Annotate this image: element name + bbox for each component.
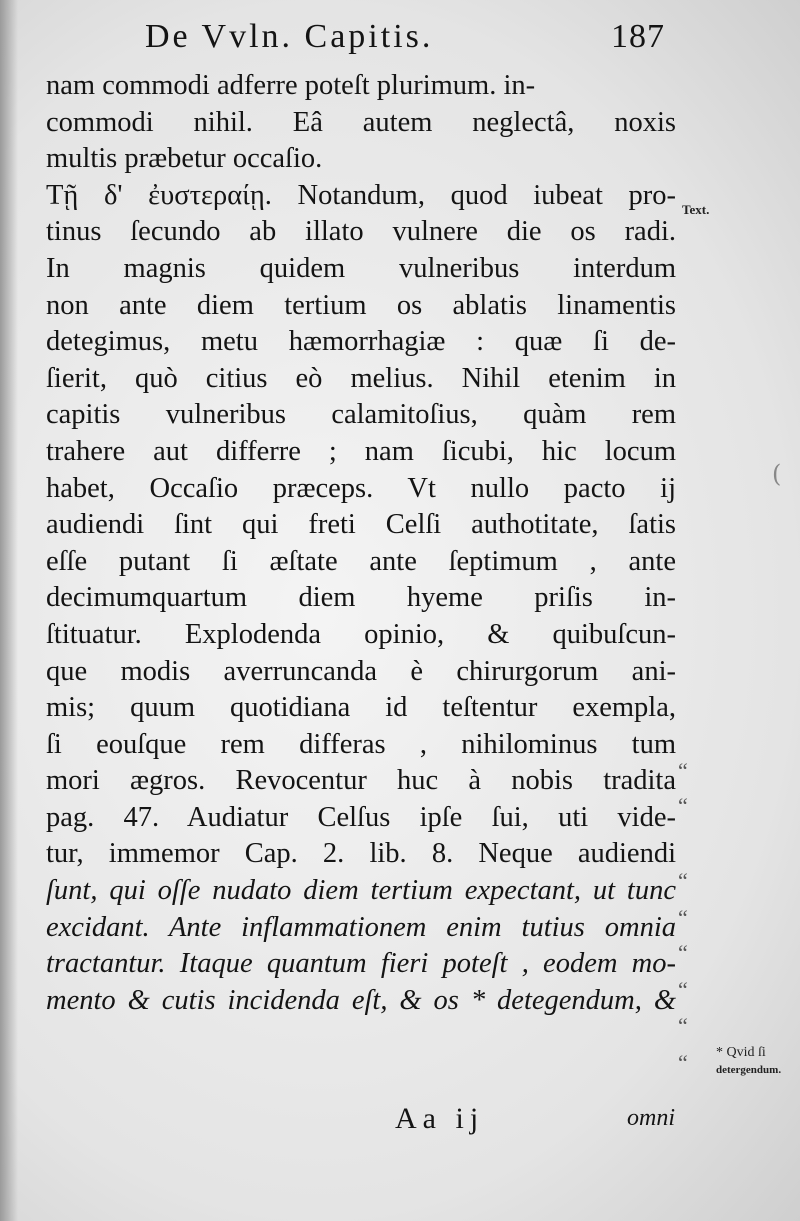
text-line: mori ægros. Revocentur huc à nobis tradita bbox=[46, 765, 676, 797]
text-line: commodi nihil. Eâ autem neglectâ, noxis bbox=[46, 106, 676, 138]
text-line: tur, immemor Cap. 2. lib. 8. Neque audiendi bbox=[46, 838, 676, 870]
quotation-line: excidant. Ante inflammationem enim tutius omnia bbox=[46, 911, 676, 943]
quote-mark: “ bbox=[678, 758, 688, 783]
page-number: 187 bbox=[611, 18, 665, 55]
text-line: In magnis quidem vulneribus interdum bbox=[46, 252, 676, 284]
quote-mark: “ bbox=[678, 905, 688, 930]
text-line: capitis vulneribus calamitoſius, quàm rem bbox=[46, 399, 676, 431]
text-line: trahere aut differre ; nam ſicubi, hic locum bbox=[46, 435, 676, 467]
margin-note-line2: detergendum. bbox=[716, 1064, 782, 1076]
body-text bbox=[46, 68, 676, 1019]
text-line: que modis averruncanda è chirurgorum ani- bbox=[46, 655, 676, 687]
quotation-line: ſunt, qui oſſe nudato diem tertium expectant, ut tunc bbox=[46, 875, 676, 907]
edge-mark: ( bbox=[772, 460, 782, 488]
text-line: eſſe putant ſi æſtate ante ſeptimum , ante bbox=[46, 545, 676, 577]
margin-note-line1: * Qvid ſi bbox=[716, 1045, 766, 1060]
text-line: tinus ſecundo ab illato vulnere die os radi. bbox=[46, 216, 676, 248]
text-line: Τῇ δ' ἐυστεραίῃ. Notandum, quod iubeat pro- bbox=[46, 179, 676, 211]
quotation-line: tractantur. Itaque quantum fieri poteſt , eodem mo- bbox=[46, 948, 676, 980]
quote-mark: “ bbox=[678, 1013, 688, 1038]
signature-mark: Aa ij bbox=[395, 1102, 485, 1135]
quotation-line: mento & cutis incidenda eſt, & os * detegendum, & bbox=[46, 984, 676, 1016]
running-head bbox=[145, 18, 665, 64]
text-line: non ante diem tertium os ablatis linamentis bbox=[46, 289, 676, 321]
text-line: pag. 47. Audiatur Celſus ipſe ſui, uti vide- bbox=[46, 801, 676, 833]
text-line: nam commodi adferre poteſt plurimum. in- bbox=[46, 70, 536, 101]
text-line: ſi eouſque rem differas , nihilominus tum bbox=[46, 728, 676, 760]
text-line: habet, Occaſio præceps. Vt nullo pacto ij bbox=[46, 472, 676, 504]
text-line: audiendi ſint qui freti Celſi authotitate, ſatis bbox=[46, 509, 676, 541]
quote-mark: “ bbox=[678, 940, 688, 965]
gutter-shadow bbox=[0, 0, 18, 1221]
text-line: mis; quum quotidiana id teſtentur exempla, bbox=[46, 692, 676, 724]
text-line: detegimus, metu hæmorrhagiæ : quæ ſi de- bbox=[46, 326, 676, 358]
text-line: ſierit, quò citius eò melius. Nihil etenim in bbox=[46, 362, 676, 394]
quote-mark: “ bbox=[678, 977, 688, 1002]
quote-mark: “ bbox=[678, 1050, 688, 1075]
text-line: decimumquartum diem hyeme priſis in- bbox=[46, 582, 676, 614]
quote-mark: “ bbox=[678, 793, 688, 818]
text-line: ſtituatur. Explodenda opinio, & quibuſcun- bbox=[46, 618, 676, 650]
running-head-title: De Vvln. Capitis. bbox=[145, 18, 434, 55]
catchword: omni bbox=[627, 1105, 675, 1131]
quote-mark: “ bbox=[678, 868, 688, 893]
text-line: multis præbetur occaſio. bbox=[46, 143, 323, 175]
margin-label-text: Text. bbox=[682, 202, 710, 217]
